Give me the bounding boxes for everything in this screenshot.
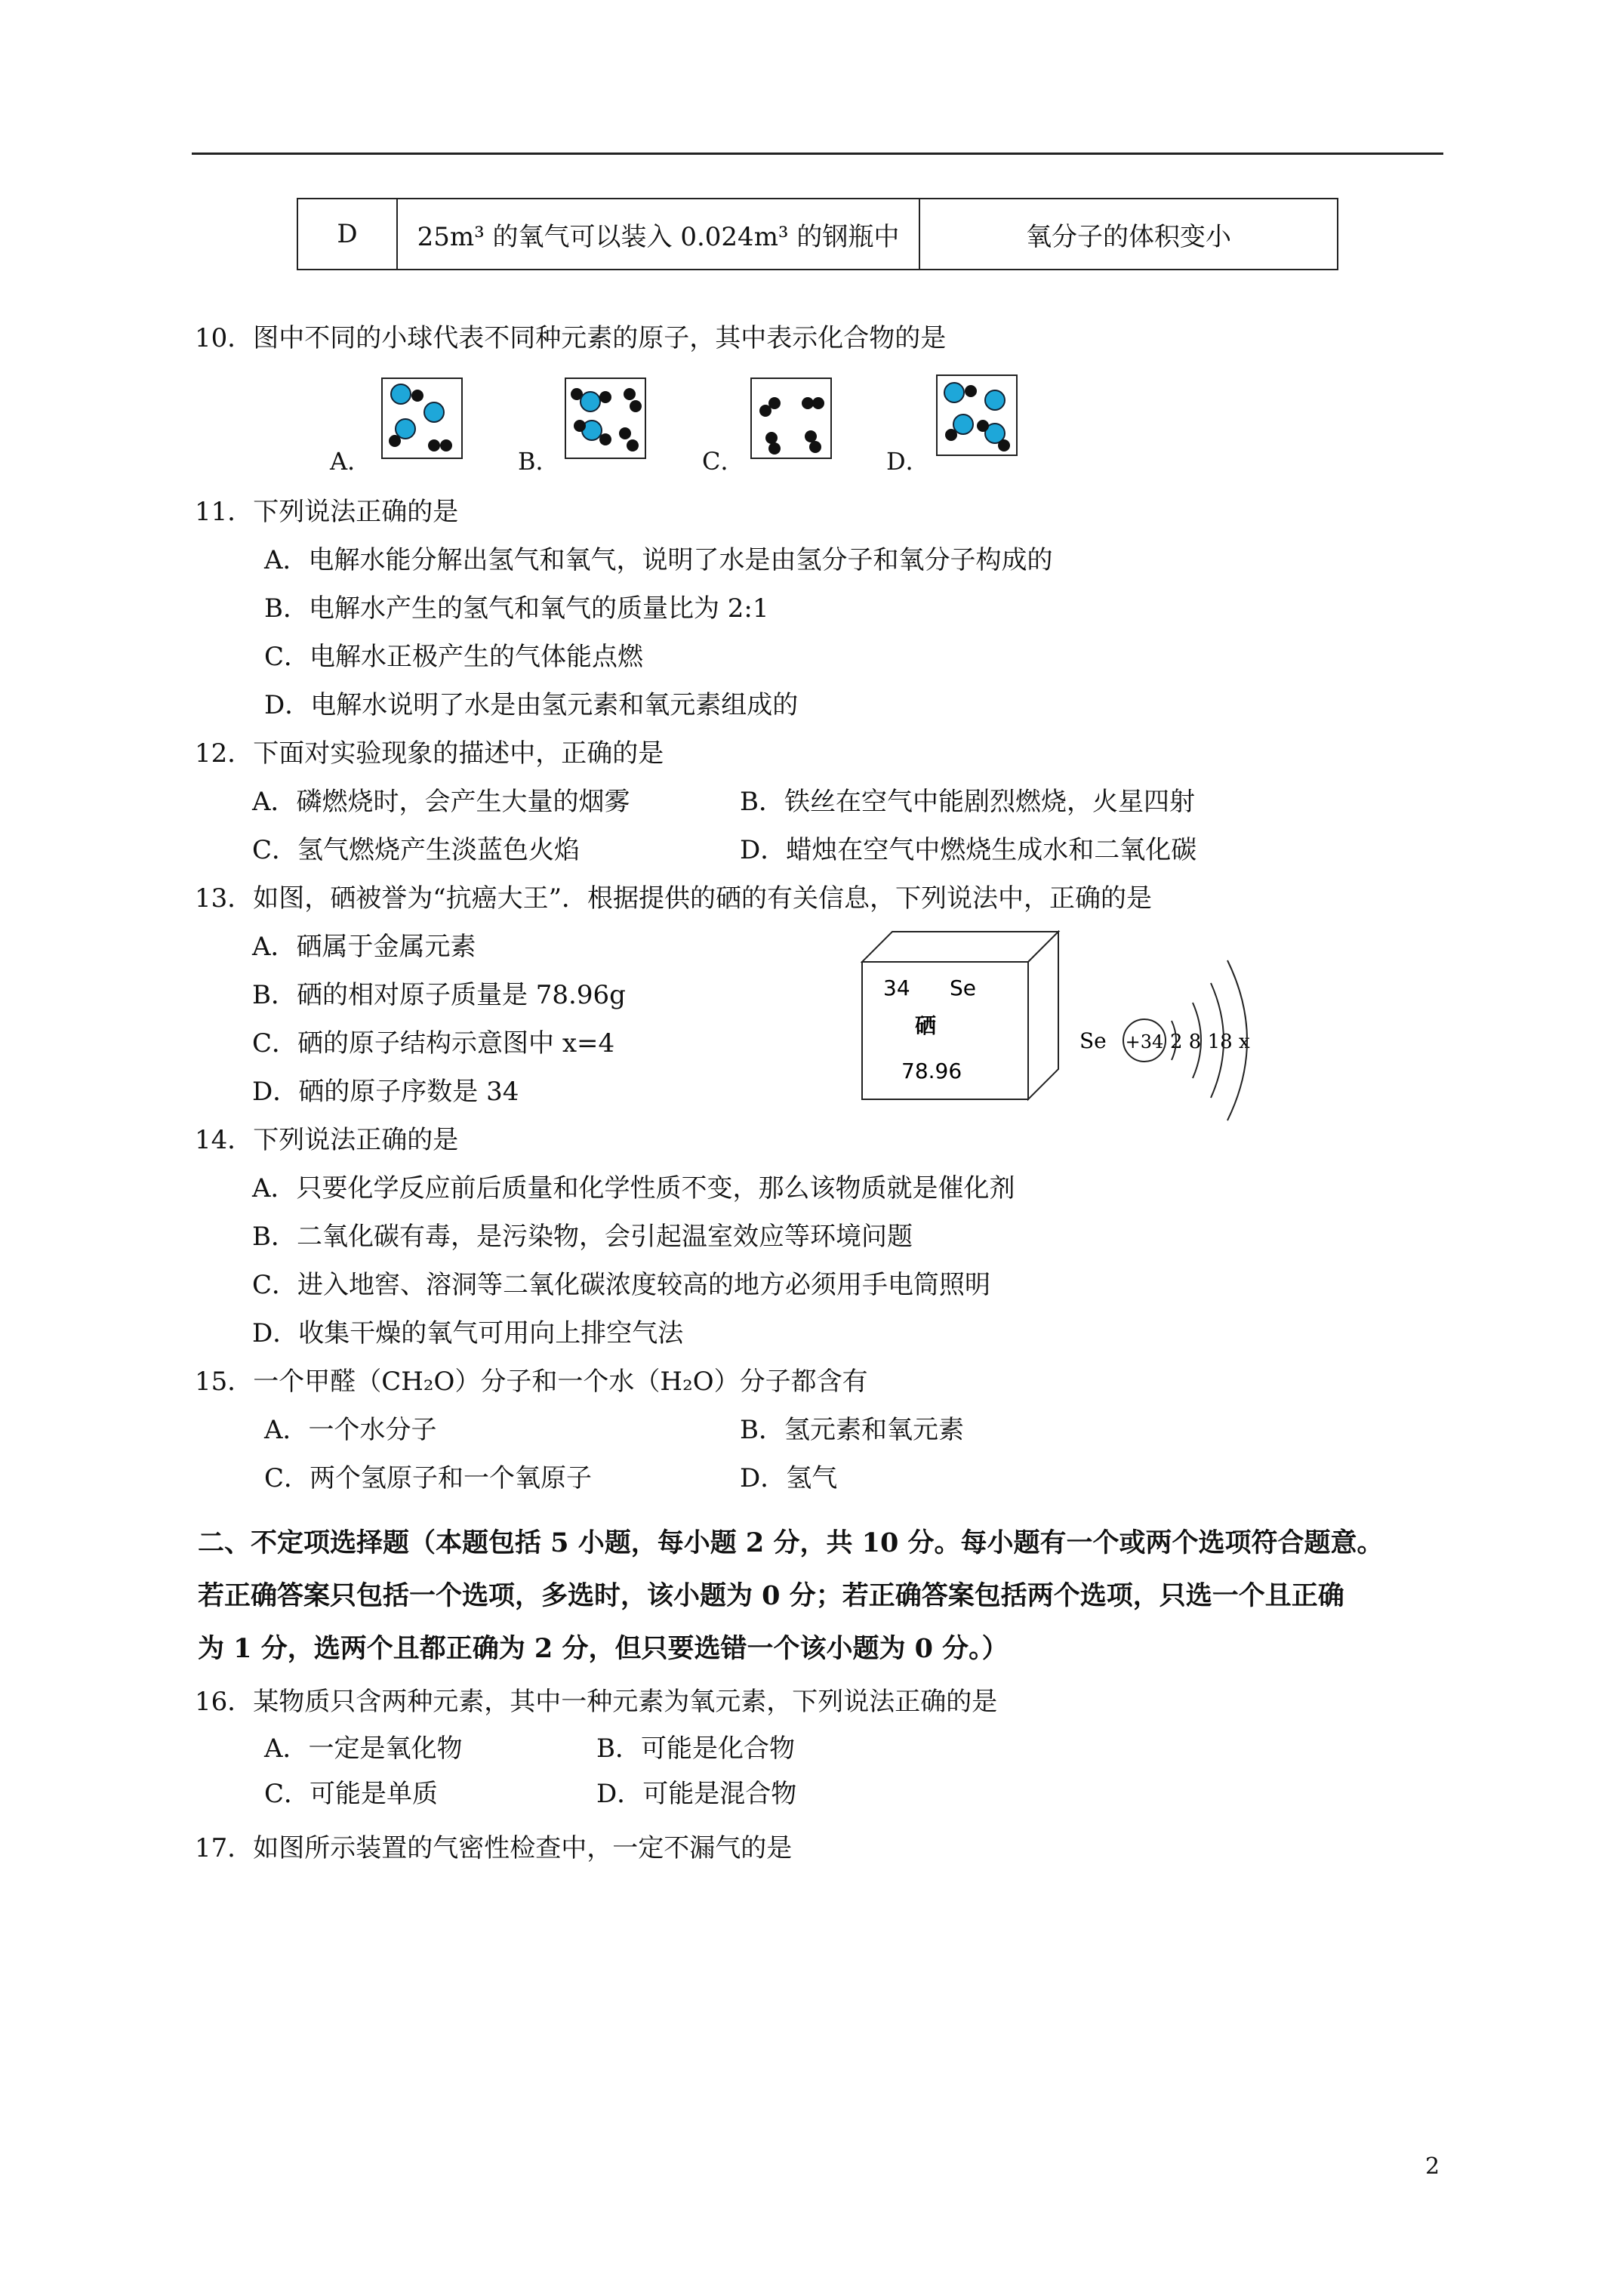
q11-option-a: A．电解水能分解出氢气和氧气，说明了水是由氢分子和氧分子构成的 (264, 545, 1053, 575)
section-heading-line-1: 二、不定项选择题（本题包括 5 小题，每小题 2 分，共 10 分。每小题有一个或两个选项符合题意。 (198, 1527, 1384, 1558)
table-cell-explanation: 氧分子的体积变小 (919, 199, 1338, 270)
element-cube (862, 932, 1058, 1099)
q14-stem: 14．下列说法正确的是 (195, 1125, 459, 1155)
q13-option-d: D．硒的原子序数是 34 (252, 1077, 519, 1107)
q13-stem: 13．如图，硒被誉为“抗癌大王”．根据提供的硒的有关信息，下列说法中，正确的是 (195, 883, 1153, 914)
q15-option-b: B．氢元素和氧元素 (740, 1415, 964, 1445)
molecule-diagram-a (381, 378, 463, 459)
q12-stem: 12．下面对实验现象的描述中，正确的是 (195, 738, 664, 769)
q14-option-a: A．只要化学反应前后质量和化学性质不变，那么该物质就是催化剂 (252, 1173, 1015, 1203)
q17-stem: 17．如图所示装置的气密性检查中，一定不漏气的是 (195, 1833, 793, 1863)
q11-option-b: B．电解水产生的氢气和氧气的质量比为 2:1 (264, 593, 769, 624)
section-heading-line-2: 若正确答案只包括一个选项，多选时，该小题为 0 分；若正确答案包括两个选项，只选一个且正确 (198, 1580, 1344, 1611)
q14-option-b: B．二氧化碳有毒，是污染物，会引起温室效应等环境问题 (252, 1222, 913, 1252)
q15-option-a: A．一个水分子 (264, 1415, 437, 1445)
q10-label-d: D． (886, 447, 930, 476)
nucleus-charge: +34 (1125, 1031, 1164, 1052)
q11-stem: 11．下列说法正确的是 (195, 497, 459, 527)
q12-option-c: C．氢气燃烧产生淡蓝色火焰 (252, 835, 581, 865)
selenium-info-figure (861, 930, 1283, 1149)
molecule-diagram-b (565, 378, 646, 459)
q10-label-c: C． (702, 447, 745, 476)
q10-label-b: B． (518, 447, 560, 476)
q11-option-d: D．电解水说明了水是由氢元素和氧元素组成的 (264, 690, 799, 720)
q13-option-a: A．硒属于金属元素 (252, 932, 476, 962)
q12-option-a: A．磷燃烧时，会产生大量的烟雾 (252, 787, 630, 817)
table-row (297, 199, 1338, 270)
q16-option-c: C．可能是单质 (264, 1779, 439, 1809)
q16-option-b: B．可能是化合物 (596, 1734, 795, 1764)
page-number: 2 (1425, 2153, 1440, 2180)
q13-option-b: B．硒的相对原子质量是 78.96g (252, 980, 626, 1010)
q16-option-d: D．可能是混合物 (596, 1779, 797, 1809)
q15-option-d: D．氢气 (740, 1463, 838, 1493)
q15-stem: 15．一个甲醛（CH₂O）分子和一个水（H₂O）分子都含有 (195, 1367, 868, 1397)
q10-label-a: A． (330, 447, 372, 476)
header-rule (192, 153, 1443, 155)
molecule-diagram-c (750, 378, 832, 459)
molecule-diagram-d (936, 374, 1018, 456)
element-symbol: Se (950, 975, 976, 1000)
q13-option-c: C．硒的原子结构示意图中 x=4 (252, 1028, 615, 1059)
q15-option-c: C．两个氢原子和一个氧原子 (264, 1463, 593, 1493)
q10-stem: 10．图中不同的小球代表不同种元素的原子，其中表示化合物的是 (195, 323, 947, 353)
q11-option-c: C．电解水正极产生的气体能点燃 (264, 642, 644, 672)
atomic-number: 34 (883, 975, 910, 1000)
table-cell-fact: 25m³ 的氧气可以装入 0.024m³ 的钢瓶中 (397, 199, 919, 270)
q14-option-d: D．收集干燥的氧气可用向上排空气法 (252, 1318, 684, 1348)
atom-structure-diagram (1079, 960, 1250, 1120)
atomic-mass: 78.96 (901, 1059, 962, 1083)
q12-option-b: B．铁丝在空气中能剧烈燃烧，火星四射 (740, 787, 1195, 817)
section-heading-line-3: 为 1 分，选两个且都正确为 2 分，但只要选错一个该小题为 0 分。） (198, 1633, 1009, 1664)
q16-option-a: A．一定是氧化物 (264, 1734, 463, 1764)
q12-option-d: D．蜡烛在空气中燃烧生成水和二氧化碳 (740, 835, 1197, 865)
shell-electrons: 2 8 18 x (1170, 1031, 1250, 1053)
table-cell-letter: D (297, 199, 397, 270)
q14-option-c: C．进入地窖、溶洞等二氧化碳浓度较高的地方必须用手电筒照明 (252, 1270, 991, 1300)
option-table (297, 198, 1338, 270)
atom-symbol: Se (1079, 1028, 1107, 1053)
element-name: 硒 (915, 1013, 937, 1038)
q16-stem: 16．某物质只含两种元素，其中一种元素为氧元素，下列说法正确的是 (195, 1687, 998, 1717)
